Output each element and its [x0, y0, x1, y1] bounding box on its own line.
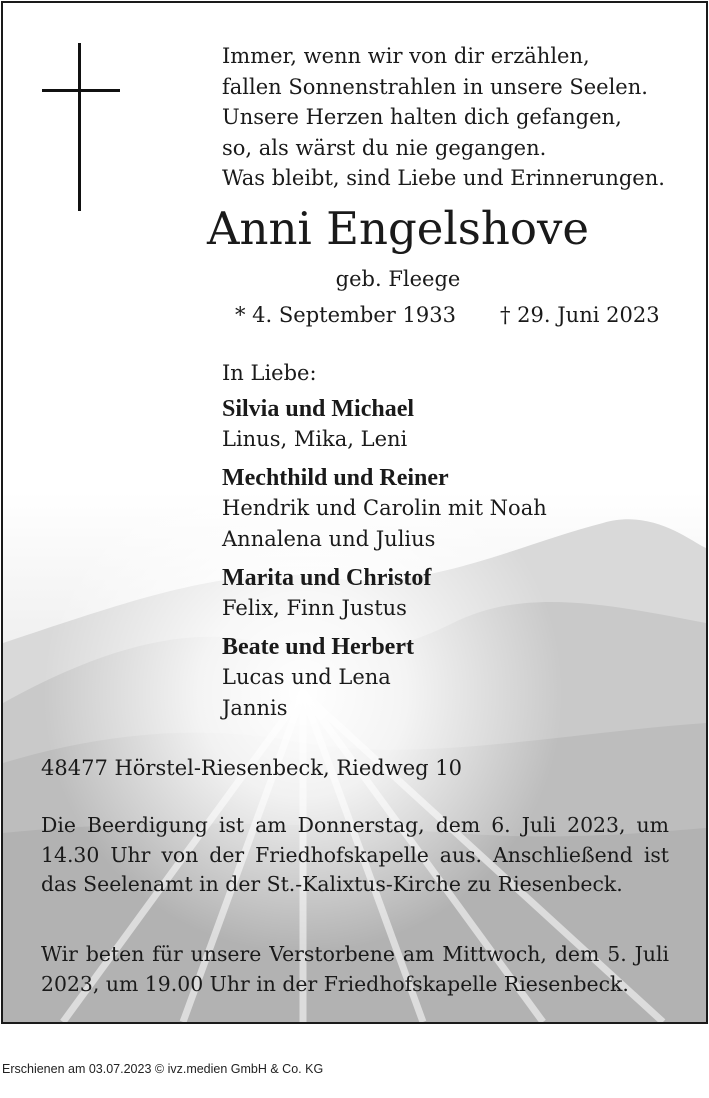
- mourner-group-line: Linus, Mika, Leni: [222, 427, 408, 451]
- mourner-group: [222, 463, 692, 555]
- mourner-group-line: Hendrik und Carolin mit Noah: [222, 496, 547, 520]
- mourner-group-line: Lucas und Lena: [222, 665, 391, 689]
- poem-line: Immer, wenn wir von dir erzählen,: [222, 44, 590, 68]
- mourners-intro: In Liebe:: [222, 361, 317, 385]
- mourner-group-head: Mechthild und Reiner: [222, 465, 449, 491]
- mourner-group-line: Annalena und Julius: [222, 527, 436, 551]
- mourner-group-head: Silvia und Michael: [222, 396, 415, 422]
- poem-line: Unsere Herzen halten dich gefangen,: [222, 105, 622, 129]
- mourner-group-head: Beate und Herbert: [222, 634, 414, 660]
- cross-icon-bar: [42, 89, 120, 92]
- publication-credit: Erschienen am 03.07.2023 © ivz.medien GmbH & Co. KG: [2, 1062, 324, 1076]
- cross-icon: [78, 43, 81, 211]
- poem-line: so, als wärst du nie gegangen.: [222, 135, 547, 160]
- obituary-notice: [1, 1, 708, 1024]
- deceased-name: Anni Engelshove: [206, 202, 590, 255]
- address: 48477 Hörstel-Riesenbeck, Riedweg 10: [41, 756, 462, 780]
- mourner-group: [222, 563, 692, 624]
- birth-name: geb. Fleege: [335, 267, 461, 291]
- poem-line: fallen Sonnenstrahlen in unsere Seelen.: [222, 74, 648, 99]
- mourner-group: [222, 632, 692, 724]
- mourner-group-line: Jannis: [222, 696, 288, 720]
- poem: [222, 41, 692, 194]
- birth-date: * 4. September 1933: [235, 303, 456, 327]
- mourner-group-head: Marita und Christof: [222, 565, 432, 591]
- prayer-info: Wir beten für unsere Verstorbene am Mittwoch, dem 5. Juli 2023, um 19.00 Uhr in der Friedhofskapelle Riesenbeck.: [41, 942, 669, 996]
- mourner-group-line: Felix, Finn Justus: [222, 596, 407, 620]
- funeral-info: Die Beerdigung ist am Donnerstag, dem 6. Juli 2023, um 14.30 Uhr von der Friedhofskapelle aus. Anschließend ist das Seelenamt in der St.-Kalixtus-Kirche zu Riesenbeck.: [41, 813, 669, 896]
- mourner-group: [222, 394, 692, 455]
- poem-line: Was bleibt, sind Liebe und Erinnerungen.: [222, 166, 665, 190]
- death-date: † 29. Juni 2023: [500, 303, 660, 327]
- mourners-list: [222, 358, 692, 732]
